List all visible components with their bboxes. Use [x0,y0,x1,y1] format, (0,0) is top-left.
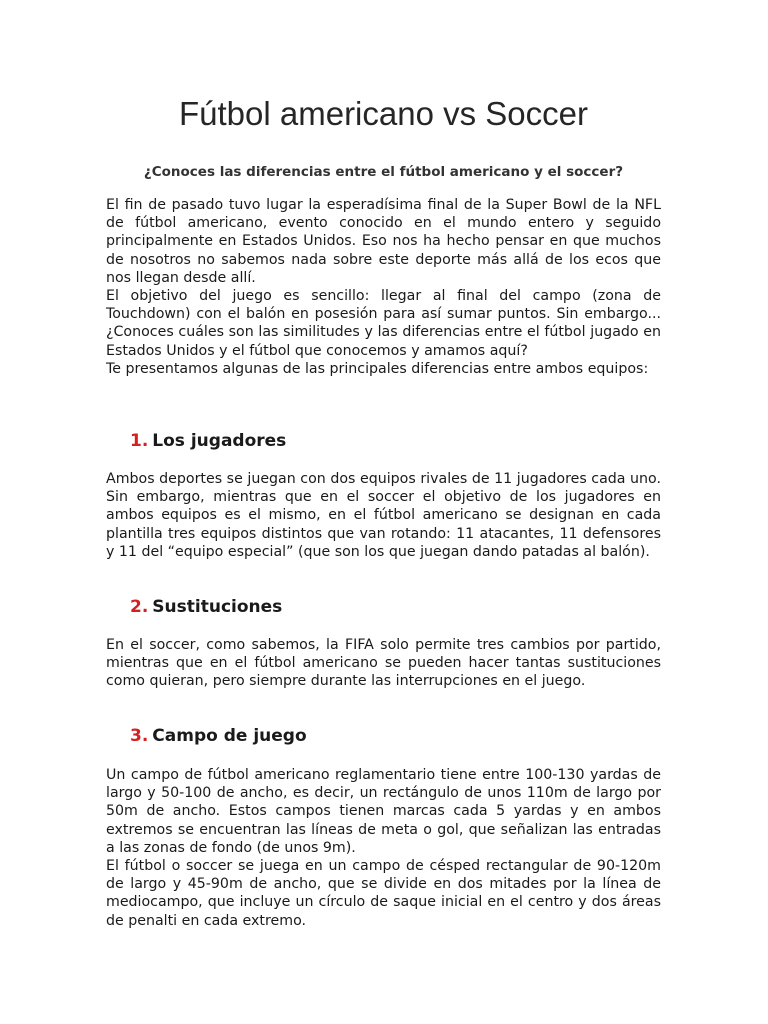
section-heading-campo [130,725,307,747]
section-title: Los jugadores [152,431,287,451]
section-body-sustituciones [106,636,661,691]
section-number: 2. [130,597,149,617]
section-number: 1. [130,431,149,451]
document-title: Fútbol americano vs Soccer [178,95,588,132]
document-subtitle: ¿Conoces las diferencias entre el fútbol americano y el soccer? [143,164,624,180]
section-paragraph: Ambos deportes se juegan con dos equipos rivales de 11 jugadores cada uno. Sin embargo, mientras que en el soccer el objetivo de los jugadores en ambos equipos es el mismo, en el fútbol americano se designan en cada plantilla tres equipos distintos que van rotando: 11 atacantes, 11 defensores y 11 del “equipo especial” (que son los que juegan dando patadas al balón). [106,471,661,560]
intro-block [106,196,661,378]
intro-paragraph: Te presentamos algunas de las principales diferencias entre ambos equipos: [106,360,649,377]
section-body-campo [106,766,661,930]
section-number: 3. [130,726,149,746]
intro-paragraph: El objetivo del juego es sencillo: llegar al final del campo (zona de Touchdown) con el balón en posesión para así sumar puntos. Sin embargo... ¿Conoces cuáles son las similitudes y las diferencias entre el fútbol jugado en Estados Unidos y el fútbol que conocemos y amamos aquí? [106,288,661,359]
section-body-jugadores [106,470,661,561]
section-heading-jugadores [130,430,286,452]
intro-paragraph: El fin de pasado tuvo lugar la esperadísima final de la Super Bowl de la NFL de fútbol americano, evento conocido en el mundo entero y seguido principalmente en Estados Unidos. Eso nos ha hecho pensar en que muchos de nosotros no sabemos nada sobre este deporte más allá de los ecos que nos llegan desde allí. [106,197,661,286]
section-paragraph: Un campo de fútbol americano reglamentario tiene entre 100-130 yardas de largo y 50-100 de ancho, es decir, un rectángulo de unos 110m de largo por 50m de ancho. Estos campos tienen marcas cada 5 yardas y en ambos extremos se encuentran las líneas de meta o gol, que señalizan las entradas a las zonas de fondo (de unos 9m). [106,767,661,856]
section-paragraph: En el soccer, como sabemos, la FIFA solo permite tres cambios por partido, mientras que en el fútbol americano se pueden hacer tantas sustituciones como quieran, pero siempre durante las interrupciones en el juego. [106,637,661,690]
section-title: Campo de juego [152,726,307,746]
section-paragraph: El fútbol o soccer se juega en un campo de césped rectangular de 90-120m de largo y 45-90m de ancho, que se divide en dos mitades por la línea de mediocampo, que incluye un círculo de saque inicial en el centro y dos áreas de penalti en cada extremo. [106,858,661,929]
section-title: Sustituciones [152,597,283,617]
section-heading-sustituciones [130,596,282,618]
